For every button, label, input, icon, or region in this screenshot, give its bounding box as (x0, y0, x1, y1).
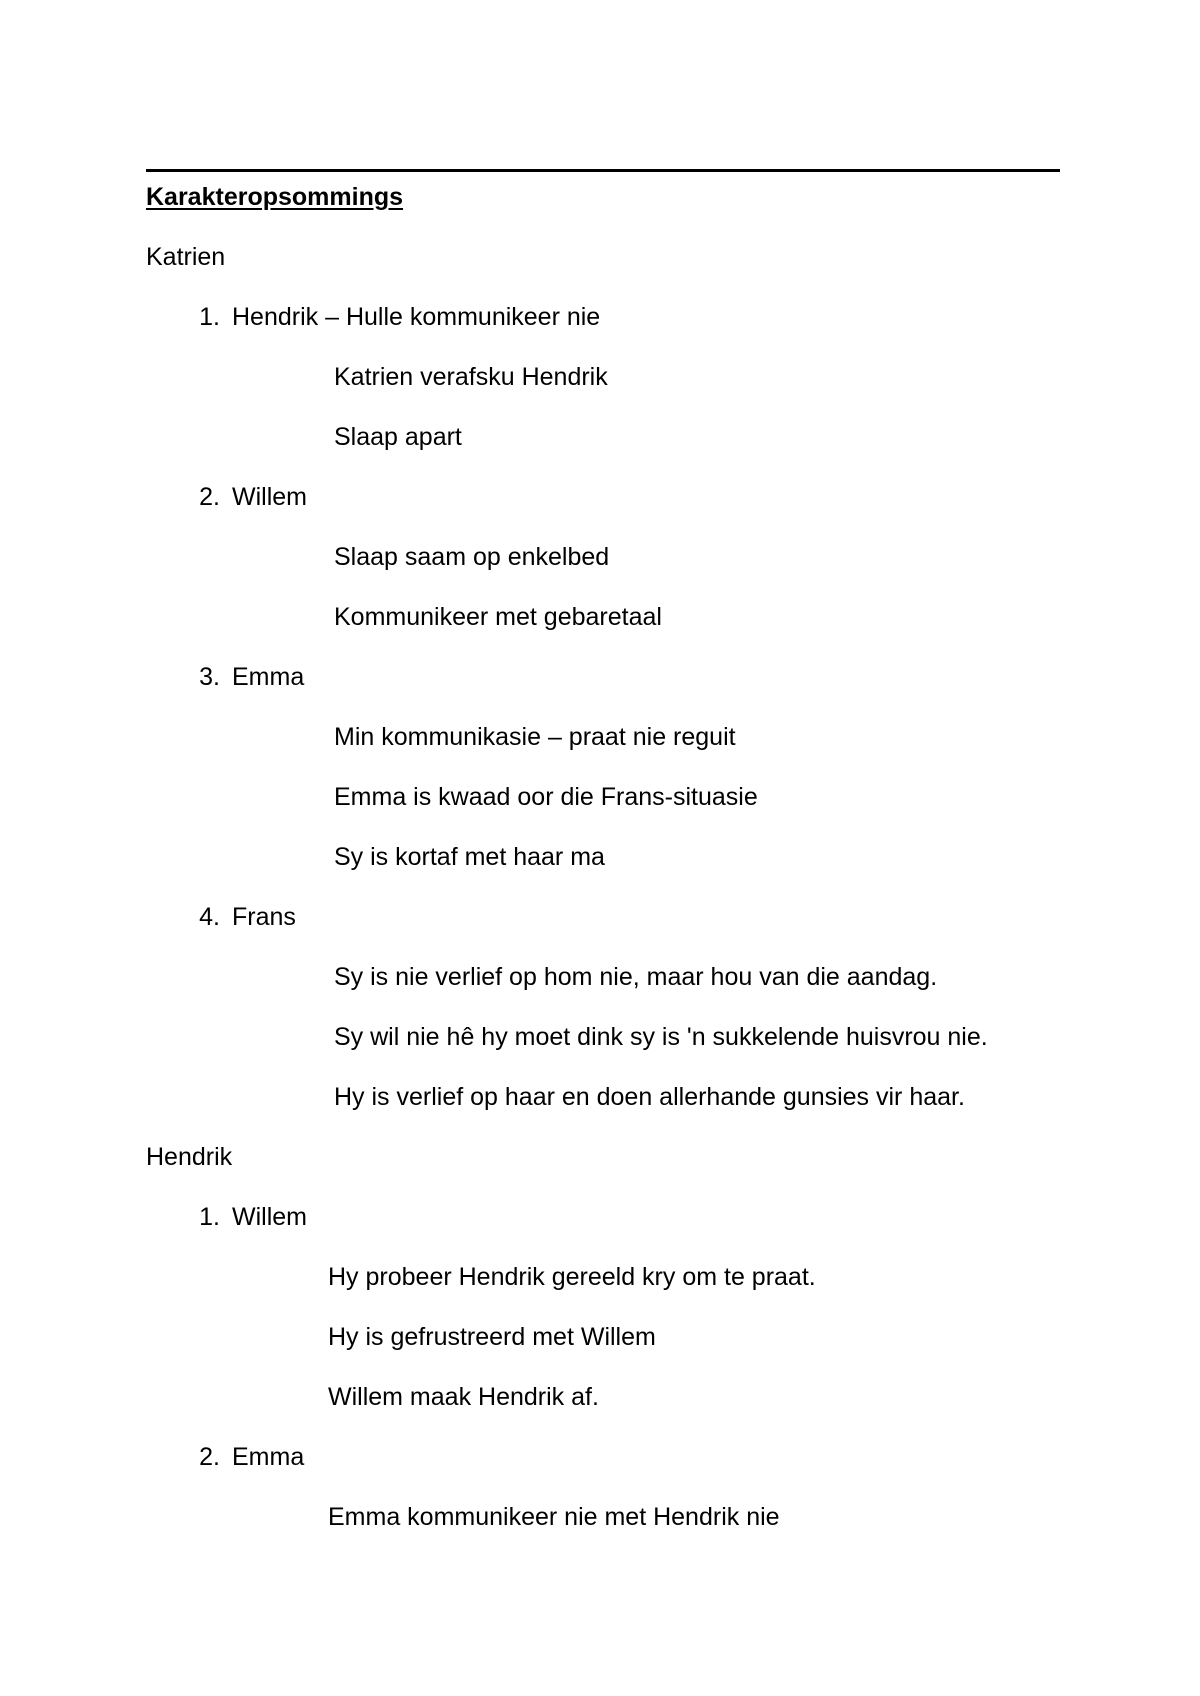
item-note: Willem maak Hendrik af. (328, 1383, 599, 1411)
list-item (146, 898, 1060, 1116)
item-note: Emma kommunikeer nie met Hendrik nie (328, 1503, 780, 1531)
section-list-katrien (146, 298, 1060, 1116)
list-item (146, 658, 1060, 876)
section-list-hendrik (146, 1198, 1060, 1536)
item-note: Emma is kwaad oor die Frans-situasie (334, 783, 758, 811)
item-note: Hy is gefrustreerd met Willem (328, 1323, 656, 1351)
item-number: 1. (199, 1203, 220, 1231)
section-heading-hendrik: Hendrik (146, 1143, 233, 1171)
item-number: 4. (199, 903, 220, 931)
list-item (146, 298, 1060, 456)
list-item (146, 478, 1060, 636)
item-note: Kommunikeer met gebaretaal (334, 603, 662, 631)
item-note: Sy wil nie hê hy moet dink sy is 'n sukkelende huisvrou nie. (334, 1023, 988, 1051)
item-name: Hendrik – Hulle kommunikeer nie (232, 303, 601, 331)
item-name: Frans (232, 903, 296, 931)
document-title: Karakteropsommings (146, 183, 404, 211)
item-number: 1. (199, 303, 220, 331)
item-name: Willem (232, 483, 307, 511)
item-note: Slaap saam op enkelbed (334, 543, 610, 571)
item-note: Min kommunikasie – praat nie reguit (334, 723, 736, 751)
list-item (146, 1198, 1060, 1416)
item-number: 2. (199, 483, 220, 511)
item-note: Hy is verlief op haar en doen allerhande gunsies vir haar. (334, 1083, 965, 1111)
document-body (146, 178, 1060, 1558)
item-name: Emma (232, 1443, 305, 1471)
item-note: Hy probeer Hendrik gereeld kry om te praat. (328, 1263, 816, 1291)
item-number: 2. (199, 1443, 220, 1471)
item-name: Willem (232, 1203, 307, 1231)
item-name: Emma (232, 663, 305, 691)
item-note: Katrien verafsku Hendrik (334, 363, 608, 391)
list-item (146, 1438, 1060, 1536)
item-note: Sy is nie verlief op hom nie, maar hou van die aandag. (334, 963, 938, 991)
item-note: Sy is kortaf met haar ma (334, 843, 605, 871)
section-heading-katrien: Katrien (146, 243, 226, 271)
header-rule (146, 169, 1060, 172)
item-number: 3. (199, 663, 220, 691)
item-note: Slaap apart (334, 423, 462, 451)
